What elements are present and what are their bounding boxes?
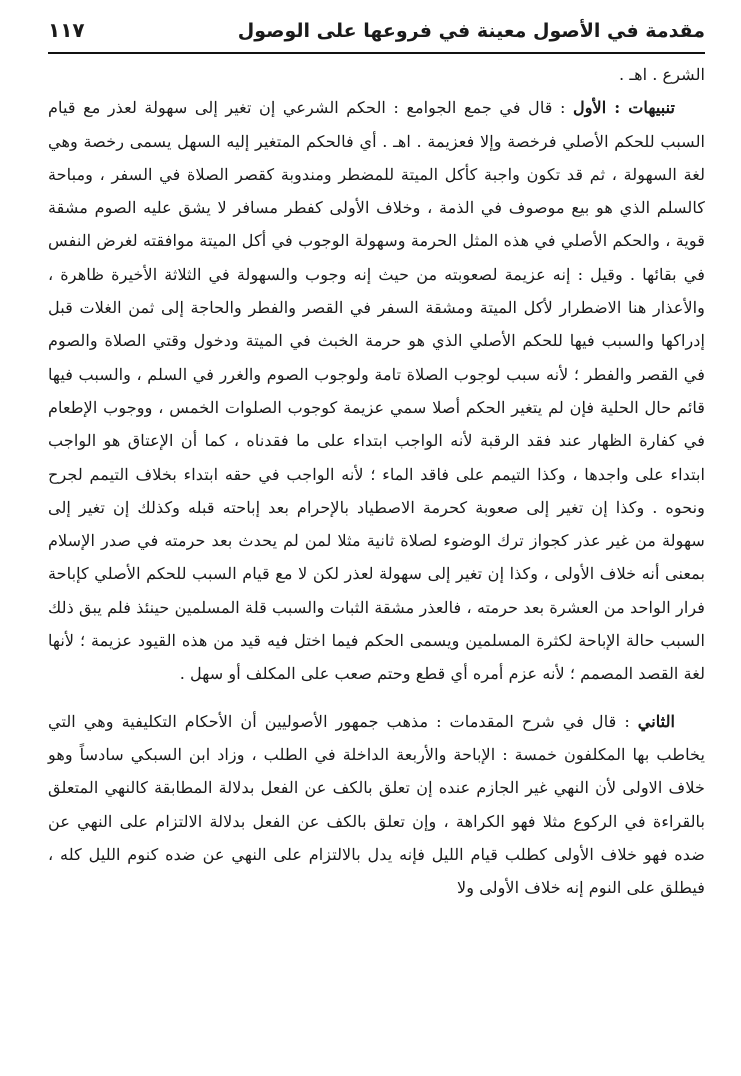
- paragraph-lead: الثاني: [637, 711, 675, 731]
- page-number: ١١٧: [48, 18, 85, 42]
- header-title: مقدمة في الأصول معينة في فروعها على الوصول: [237, 20, 705, 42]
- paragraph-lead: تنبيهات : الأول: [572, 98, 675, 118]
- body-text: [48, 58, 705, 904]
- paragraph-continuation: [48, 58, 705, 91]
- paragraph-text: : قال في جمع الجوامع : الحكم الشرعي إن تغير إلى سهولة لعذر مع قيام السبب للحكم الأصلي فرخصة وإلا فعزيمة . اهـ . أي فالحكم المتغير إليه السهل يسمى رخصة وهي لغة السهولة ، ثم قد تكون واجبة كأكل الميتة للمضطر ومندوبة كقصر الصلاة في السفر ، ومباحة كالسلم الذي هو بيع موصوف في الذمة ، وخلاف الأولى كفطر مسافر لا يشق عليه الصوم مشقة قوية ، والحكم الأصلي في هذه المثل الحرمة وسهولة الوجوب في أكل الميتة موافقته لغرض النفس في بقائها . وقيل : إنه عزيمة لصعوبته من حيث إنه وجوب والسهولة في الثلاثة الأخيرة ظاهرة ، والأعذار هنا الاضطرار لأكل الميتة ومشقة السفر في القصر والفطر والحاجة إلى ثمن الغلات قبل إدراكها والسبب فيها للحكم الأصلي الذي هو حرمة الخبث في الميتة ودخول وقتي الصلاة والصوم في القصر والفطر ؛ لأنه سبب لوجوب الصلاة تامة ولوجوب الصوم والغرر في السلم ، والسبب فيها قائم حال الحلية فإن لم يتغير الحكم أصلا سمي عزيمة كوجوب الصلوات الخمس ، ووجوب الإطعام في كفارة الظهار عند فقد الرقبة لأنه الواجب ابتداء على ما فقدناه ، كما أن الإعتاق هو الواجب ابتداء على واجدها ، وكذا التيمم على فاقد الماء ؛ لأنه الواجب في حقه ابتداء بخلاف التيمم لجرح ونحوه . وكذا إن تغير إلى صعوبة كحرمة الاصطياد بالإحرام بعد إباحته قبله وكذلك إن تغير إلى سهولة من غير عذر كجواز ترك الوضوء لصلاة ثانية مثلا لمن لم يحدث بعد حرمته في صدر الإسلام بمعنى أنه خلاف الأولى ، وكذا إن تغير إلى سهولة لعذر لكن لا مع قيام السبب للحكم الأصلي كإباحة فرار الواحد من العشرة بعد حرمته ، فالعذر مشقة الثبات والسبب قلة المسلمين حينئذ فلم يبق ذلك السبب حالة الإباحة لكثرة المسلمين ويسمى الحكم فيما اختل فيه قيد من هذه القيود عزيمة ؛ لأنها لغة القصد المصمم ؛ لأنه عزم أمره أي قطع وحتم صعب على المكلف أو سهل .: [48, 98, 705, 684]
- running-header: [48, 18, 705, 54]
- paragraph-second-note: [48, 705, 705, 905]
- paragraph-text: : قال في شرح المقدمات : مذهب جمهور الأصوليين أن الأحكام التكليفية وهي التي يخاطب بها المكلفون خمسة : الإباحة والأربعة الداخلة في الطلب ، وزاد ابن السبكي سادساً وهو خلاف الاولى لأن النهي غير الجازم عنده إن تعلق بالكف عن الفعل بدلالة المطابقة كالنهي المتعلق بالقراءة في الركوع مثلا فهو الكراهة ، وإن تعلق بالكف عن الفعل بدلالة الالتزام على النهي عن ضده فهو خلاف الأولى كطلب قيام الليل فإنه يدل بالالتزام على النهي عن ضده كنوم الليل كله ، فيطلق على النوم إنه خلاف الأولى ولا: [48, 711, 705, 898]
- paragraph-text: الشرع . اهـ .: [619, 65, 705, 84]
- paragraph-first-note: [48, 91, 705, 690]
